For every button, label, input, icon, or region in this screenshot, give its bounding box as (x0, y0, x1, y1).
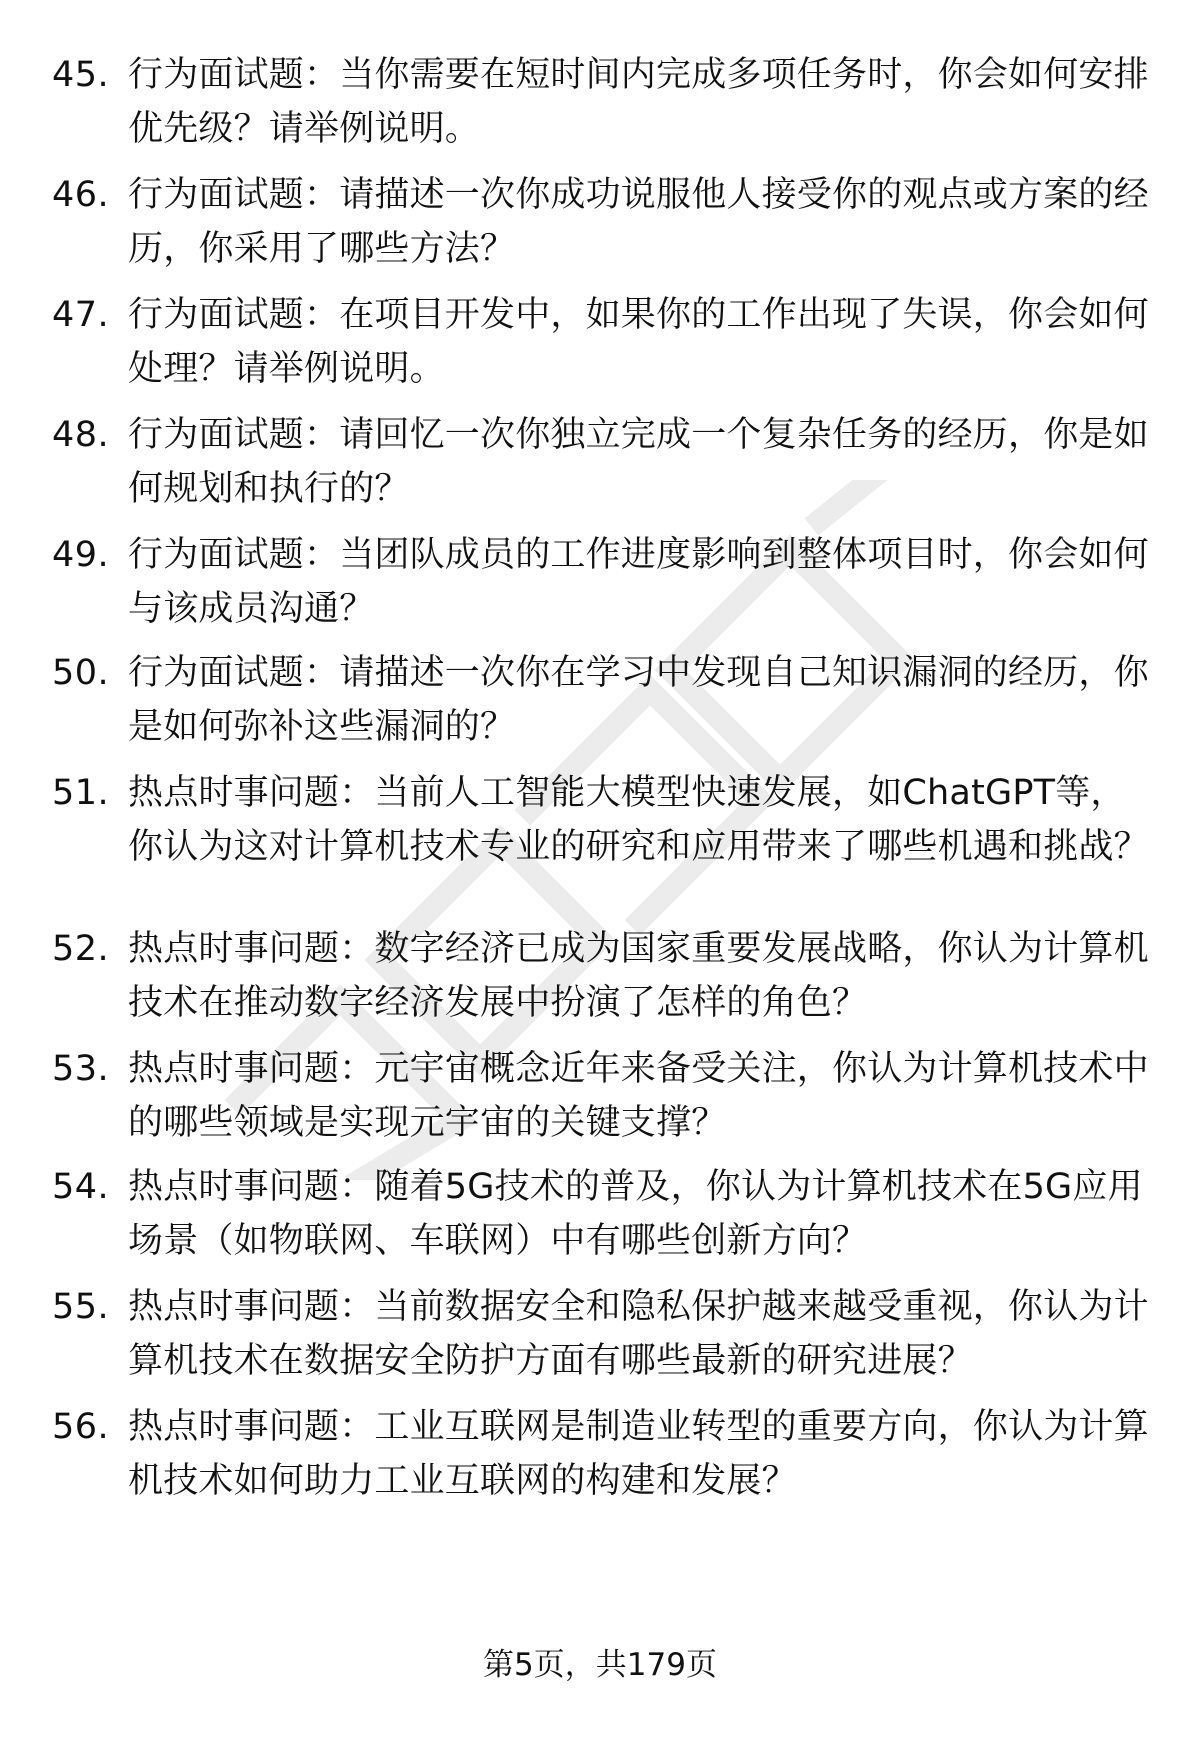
item-text: 行为面试题：请回忆一次你独立完成一个复杂任务的经历，你是如何规划和执行的？ (128, 415, 1149, 509)
item-number: 49. (52, 535, 110, 575)
item-text: 热点时事问题：随着5G技术的普及，你认为计算机技术在5G应用场景（如物联网、车联网）中有哪些创新方向？ (128, 1167, 1143, 1261)
item-text: 行为面试题：请描述一次你成功说服他人接受你的观点或方案的经历，你采用了哪些方法？ (128, 175, 1149, 269)
item-text: 热点时事问题：当前数据安全和隐私保护越来越受重视，你认为计算机技术在数据安全防护方面有哪些最新的研究进展？ (128, 1287, 1149, 1381)
item-number: 56. (52, 1407, 110, 1447)
item-number: 52. (52, 929, 110, 969)
item-number: 46. (52, 175, 110, 215)
item-text: 行为面试题：在项目开发中，如果你的工作出现了失误，你会如何处理？请举例说明。 (128, 295, 1149, 389)
item-number: 47. (52, 295, 110, 335)
item-number: 51. (52, 773, 110, 813)
item-number: 50. (52, 653, 110, 693)
item-number: 53. (52, 1049, 110, 1089)
item-number: 55. (52, 1287, 110, 1327)
item-text: 行为面试题：当团队成员的工作进度影响到整体项目时，你会如何与该成员沟通？ (128, 535, 1149, 629)
item-text: 行为面试题：请描述一次你在学习中发现自己知识漏洞的经历，你是如何弥补这些漏洞的？ (128, 653, 1149, 747)
item-text: 行为面试题：当你需要在短时间内完成多项任务时，你会如何安排优先级？请举例说明。 (128, 55, 1149, 149)
item-text: 热点时事问题：元宇宙概念近年来备受关注，你认为计算机技术中的哪些领域是实现元宇宙的关键支撑？ (128, 1049, 1149, 1143)
item-number: 48. (52, 415, 110, 455)
page-footer: 第5页，共179页 (483, 1647, 717, 1683)
item-text: 热点时事问题：数字经济已成为国家重要发展战略，你认为计算机技术在推动数字经济发展中扮演了怎样的角色？ (128, 929, 1149, 1023)
item-number: 54. (52, 1167, 110, 1207)
item-text: 热点时事问题：工业互联网是制造业转型的重要方向，你认为计算机技术如何助力工业互联网的构建和发展？ (128, 1407, 1149, 1501)
item-text: 热点时事问题：当前人工智能大模型快速发展，如ChatGPT等，你认为这对计算机技术专业的研究和应用带来了哪些机遇和挑战？ (128, 773, 1149, 867)
item-number: 45. (52, 55, 110, 95)
